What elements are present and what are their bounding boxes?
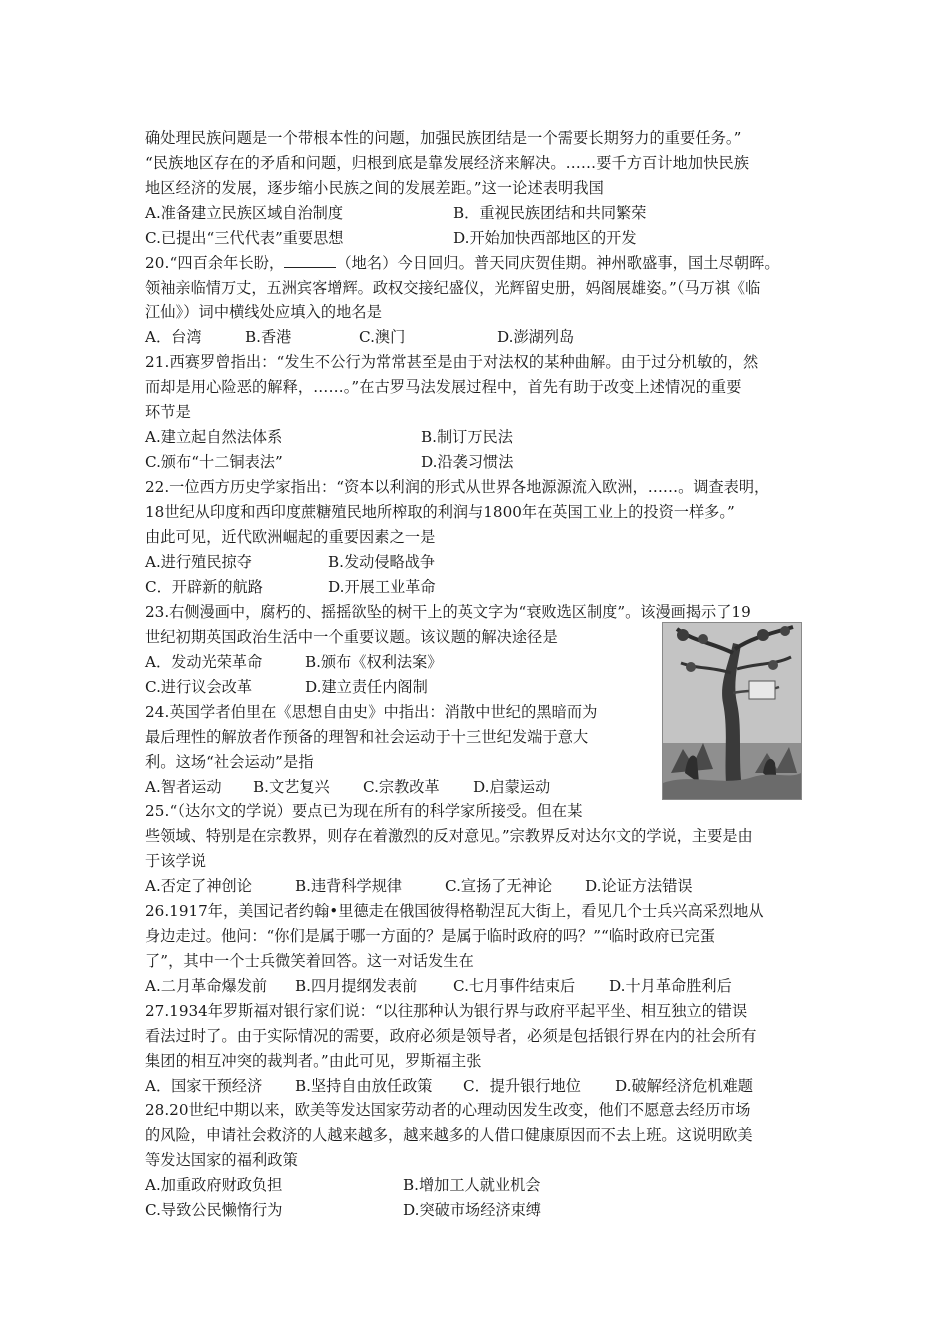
q20-stem-line1 xyxy=(145,251,780,275)
q20-stem-part1: 20.“四百余年长盼， xyxy=(145,254,285,272)
text-line: 24.英国学者伯里在《思想自由史》中指出：消散中世纪的黑暗而为 xyxy=(145,703,598,721)
cartoon-tree-illustration xyxy=(663,623,801,799)
text-line: 了”，其中一个士兵微笑着回答。这一对话发生在 xyxy=(145,952,474,970)
text-line: 最后理性的解放者作预备的理智和社会运动于十三世纪发端于意大 xyxy=(145,728,589,746)
text-line: 25.“（达尔文的学说）要点已为现在所有的科学家所接受。但在某 xyxy=(145,802,583,820)
text-line: 21.西赛罗曾指出：“发生不公行为常常甚至是由于对法权的某种曲解。由于过分机敏的，然 xyxy=(145,353,759,371)
q26-option-d: D.十月革命胜利后 xyxy=(609,977,732,995)
text-line: 22.一位西方历史学家指出：“资本以利润的形式从世界各地源源流入欧洲，……。调查表明， xyxy=(145,478,770,496)
q20-option-a: A．台湾 xyxy=(145,328,202,346)
text-line: 领袖亲临情万丈，五洲宾客增辉。政权交接纪盛仪，光辉留史册，妈阁展雄姿。”（马万祺《临 xyxy=(145,279,761,297)
q20-stem-part2: （地名）今日回归。普天同庆贺佳期。神州歌盛事，国土尽朝晖。 xyxy=(336,254,780,272)
q21-option-a: A.建立起自然法体系 xyxy=(145,428,283,446)
q28-option-a: A.加重政府财政负担 xyxy=(145,1176,283,1194)
q21-option-d: D.沿袭习惯法 xyxy=(421,453,514,471)
q26-option-c: C.七月事件结束后 xyxy=(453,977,576,995)
q27-option-c: C．提升银行地位 xyxy=(463,1077,581,1095)
q22-option-a: A.进行殖民掠夺 xyxy=(145,553,252,571)
q24-option-d: D.启蒙运动 xyxy=(473,778,551,796)
q24-option-a: A.智者运动 xyxy=(145,778,222,796)
text-line: 利。这场“社会运动”是指 xyxy=(145,753,314,771)
q20-fill-blank xyxy=(284,251,336,268)
text-line: 而却是用心险恶的解释，……。”在古罗马法发展过程中，首先有助于改变上述情况的重要 xyxy=(145,378,742,396)
q25-option-a: A.否定了神创论 xyxy=(145,877,252,895)
q28-option-b: B.增加工人就业机会 xyxy=(403,1176,541,1194)
q19-option-b: B．重视民族团结和共同繁荣 xyxy=(453,204,647,222)
text-line: 23.右侧漫画中，腐朽的、摇摇欲坠的树干上的英文字为“衰败选区制度”。该漫画揭示了19 xyxy=(145,603,751,621)
text-line: 确处理民族问题是一个带根本性的问题，加强民族团结是一个需要长期努力的重要任务。” xyxy=(145,129,742,147)
q27-option-b: B.坚持自由放任政策 xyxy=(295,1077,433,1095)
q19-option-a: A.准备建立民族区域自治制度 xyxy=(145,204,344,222)
q23-option-a: A．发动光荣革命 xyxy=(145,653,263,671)
q28-option-c: C.导致公民懒惰行为 xyxy=(145,1201,283,1219)
q26-option-b: B.四月提纲发表前 xyxy=(295,977,418,995)
q25-option-d: D.论证方法错误 xyxy=(585,877,693,895)
text-line: 于该学说 xyxy=(145,852,207,870)
text-line: 26.1917年，美国记者约翰•里德走在俄国彼得格勒涅瓦大街上，看见几个士兵兴高采烈地从 xyxy=(145,902,764,920)
q23-option-d: D.建立责任内阁制 xyxy=(305,678,428,696)
q22-option-c: C．开辟新的航路 xyxy=(145,578,263,596)
text-line: 28.20世纪中期以来，欧美等发达国家劳动者的心理动因发生改变，他们不愿意去经历市场 xyxy=(145,1101,751,1119)
q19-option-d: D.开始加快西部地区的开发 xyxy=(453,229,637,247)
text-line: 集团的相互冲突的裁判者。”由此可见，罗斯福主张 xyxy=(145,1052,482,1070)
text-line: 江仙》）词中横线处应填入的地名是 xyxy=(145,303,382,321)
text-line: “民族地区存在的矛盾和问题，归根到底是靠发展经济来解决。……要千方百计地加快民族 xyxy=(145,154,750,172)
cartoon-image xyxy=(662,622,802,800)
q24-option-c: C.宗教改革 xyxy=(363,778,440,796)
text-line: 些领域、特别是在宗教界，则存在着激烈的反对意见。”宗教界反对达尔文的学说，主要是由 xyxy=(145,827,753,845)
q20-option-c: C.澳门 xyxy=(359,328,406,346)
text-line: 的风险，申请社会救济的人越来越多，越来越多的人借口健康原因而不去上班。这说明欧美 xyxy=(145,1126,753,1144)
text-line: 27.1934年罗斯福对银行家们说：“以往那种认为银行界与政府平起平坐、相互独立的错误 xyxy=(145,1002,748,1020)
q25-option-c: C.宣扬了无神论 xyxy=(445,877,553,895)
q26-option-a: A.二月革命爆发前 xyxy=(145,977,268,995)
q25-option-b: B.违背科学规律 xyxy=(295,877,403,895)
text-line: 身边走过。他问：“你们是属于哪一方面的？是属于临时政府的吗？”“临时政府已完蛋 xyxy=(145,927,716,945)
text-line: 18世纪从印度和西印度蔗糖殖民地所榨取的利润与1800年在英国工业上的投资一样多。” xyxy=(145,503,735,521)
text-line: 地区经济的发展，逐步缩小民族之间的发展差距。”这一论述表明我国 xyxy=(145,179,604,197)
text-line: 看法过时了。由于实际情况的需要，政府必须是领导者，必须是包括银行界在内的社会所有 xyxy=(145,1027,757,1045)
text-line: 等发达国家的福利政策 xyxy=(145,1151,298,1169)
q20-option-d: D.澎湖列岛 xyxy=(497,328,575,346)
q19-option-c: C.已提出“三代代表”重要思想 xyxy=(145,229,344,247)
q23-option-b: B.颁布《权利法案》 xyxy=(305,653,443,671)
q22-option-b: B.发动侵略战争 xyxy=(328,553,436,571)
q24-option-b: B.文艺复兴 xyxy=(253,778,330,796)
q22-option-d: D.开展工业革命 xyxy=(328,578,436,596)
q21-option-c: C.颁布“十二铜表法” xyxy=(145,453,283,471)
text-line: 环节是 xyxy=(145,403,191,421)
q27-option-a: A．国家干预经济 xyxy=(145,1077,263,1095)
q23-option-c: C.进行议会改革 xyxy=(145,678,253,696)
text-line: 世纪初期英国政治生活中一个重要议题。该议题的解决途径是 xyxy=(145,628,558,646)
q28-option-d: D.突破市场经济束缚 xyxy=(403,1201,541,1219)
q21-option-b: B.制订万民法 xyxy=(421,428,513,446)
q27-option-d: D.破解经济危机难题 xyxy=(615,1077,753,1095)
text-line: 由此可见，近代欧洲崛起的重要因素之一是 xyxy=(145,528,436,546)
q20-option-b: B.香港 xyxy=(245,328,292,346)
